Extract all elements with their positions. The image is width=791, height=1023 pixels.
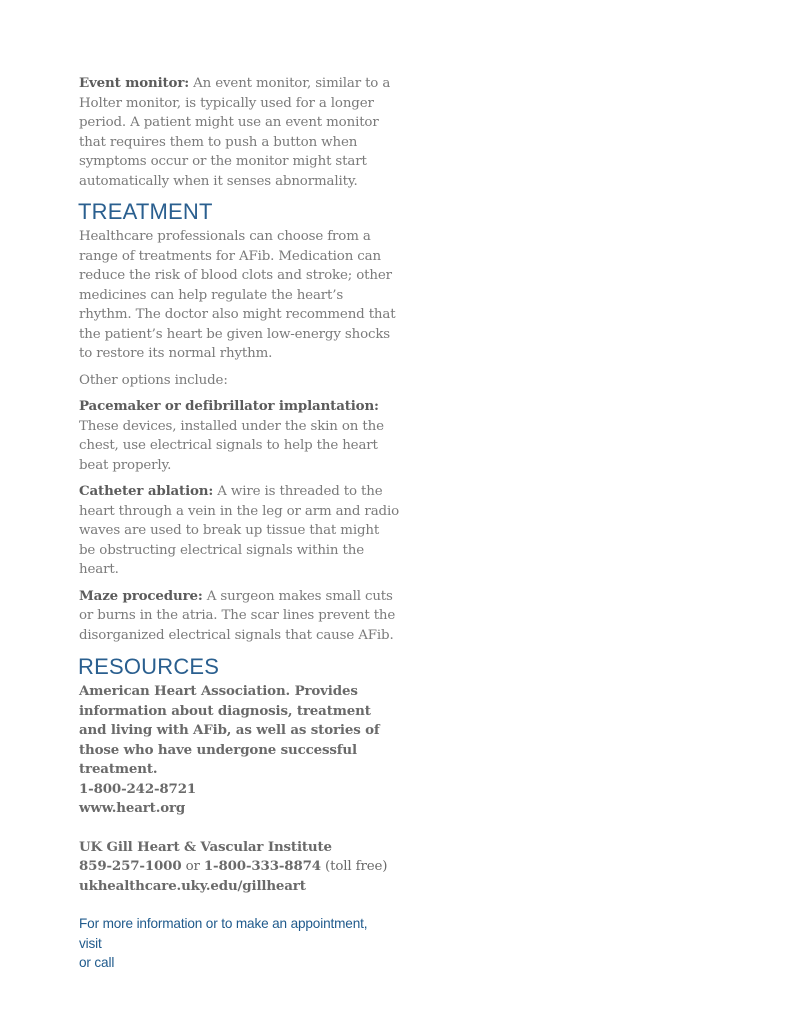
cta-line-visit: visit xyxy=(79,935,102,951)
option-maze-lead: Maze procedure: xyxy=(79,587,203,604)
option-pacemaker-lead: Pacemaker or defibrillator implantation: xyxy=(79,398,379,414)
event-monitor-paragraph xyxy=(79,74,399,191)
option-pacemaker-text: These devices, installed under the skin on the chest, use electrical signals to help the heart beat properly. xyxy=(79,418,384,473)
treatment-heading: TREATMENT xyxy=(78,199,213,224)
cta-line-1: For more information or to make an appointment, xyxy=(79,916,368,931)
gill-phone-or: or xyxy=(181,859,204,874)
aha-resource xyxy=(79,682,399,819)
options-intro: Other options include: xyxy=(79,372,228,388)
appointment-cta xyxy=(79,914,399,973)
gill-phone-toll: 1-800-333-8874 xyxy=(203,858,321,874)
gill-phones xyxy=(79,857,399,877)
option-maze-procedure xyxy=(79,587,399,646)
gill-url-link[interactable]: ukhealthcare.uky.edu/gillheart xyxy=(79,877,306,894)
document-column xyxy=(79,74,399,973)
option-catheter-lead: Catheter ablation: xyxy=(79,483,214,499)
gill-toll-note: (toll free) xyxy=(320,859,388,874)
event-monitor-lead: Event monitor: xyxy=(79,75,190,91)
option-maze-text: A surgeon makes small cuts or burns in the atria. The scar lines prevent the disorganized electrical signals that cause AFib. xyxy=(79,588,396,643)
aha-url-link[interactable]: www.heart.org xyxy=(79,800,186,816)
gill-phone-local: 859-257-1000 xyxy=(79,858,182,874)
option-pacemaker xyxy=(79,397,399,475)
option-catheter-text: A wire is threaded to the heart through a vein in the leg or arm and radio waves are used to break up tissue that might be obstructing electrical signals within the heart. xyxy=(79,484,399,577)
option-catheter-ablation xyxy=(79,482,399,580)
resources-heading: RESOURCES xyxy=(78,654,220,679)
gill-name: UK Gill Heart & Vascular Institute xyxy=(79,838,332,855)
treatment-intro: Healthcare professionals can choose from a range of treatments for AFib. Medication can reduce the risk of blood clots and stroke; other medicines can help regulate the heart’s rhythm. The doctor also might recommend that the patient’s heart be given low-energy shocks to restore its normal rhythm. xyxy=(79,229,396,361)
event-monitor-text: An event monitor, similar to a Holter monitor, is typically used for a longer period. A patient might use an event monitor that requires them to push a button when symptoms occur or the monitor might start automatically when it senses abnormality. xyxy=(79,76,391,189)
cta-line-call: or call xyxy=(79,955,115,970)
aha-phone: 1-800-242-8721 xyxy=(79,780,197,797)
gill-resource xyxy=(79,838,399,897)
aha-description: American Heart Association. Provides information about diagnosis, treatment and living with AFib, as well as stories of those who have undergone successful treatment. xyxy=(79,683,380,777)
